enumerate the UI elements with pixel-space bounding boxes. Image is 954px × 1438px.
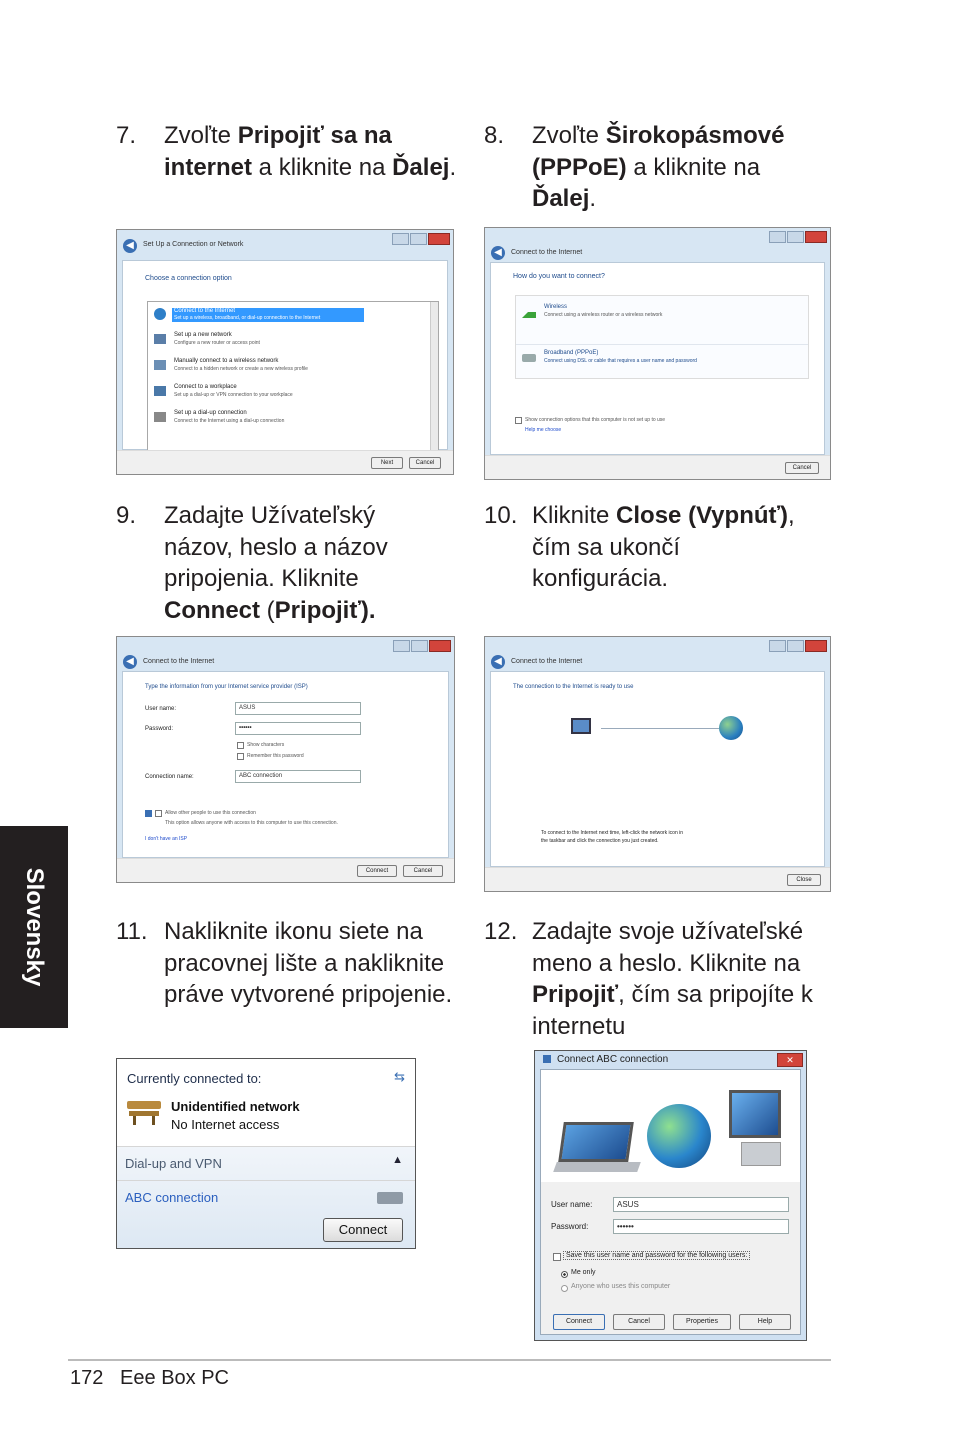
wireless-icon [154,360,166,370]
bench-network-icon [127,1099,161,1125]
properties-button[interactable]: Properties [673,1314,731,1330]
product-name: Eee Box PC [120,1367,229,1389]
back-arrow-icon[interactable]: ◀ [491,655,505,669]
option-broadband[interactable]: Broadband (PPPoE) Connect using DSL or cable that requires a user name and password [544,350,697,364]
close-icon[interactable]: ✕ [777,1053,803,1067]
option-manual-wireless[interactable]: Manually connect to a wireless network Connect to a hidden network or create a new wireless profile [174,358,308,372]
back-arrow-icon[interactable]: ◀ [491,246,505,260]
window-footer [485,455,830,479]
window-controls [769,640,827,652]
close-icon[interactable] [805,640,827,652]
save-credentials-label: Save this user name and password for the following users: [563,1251,750,1260]
dialog-heading: How do you want to connect? [513,273,605,280]
window-controls [392,233,450,245]
allow-others-label: Allow other people to use this connection [165,810,256,816]
dialog-heading: Choose a connection option [145,275,232,282]
step-number: 10. [484,502,518,529]
window-title: Connect to the Internet [511,658,583,665]
scrollbar[interactable] [430,302,438,450]
globe-icon [719,716,743,740]
step-number: 12. [484,918,518,945]
dialup-title-icon [543,1055,551,1063]
maximize-icon[interactable] [411,640,428,652]
close-icon[interactable] [805,231,827,243]
step-8 [484,120,824,220]
help-choose-link[interactable]: Help me choose [525,427,562,433]
username-label: User name: [145,706,177,712]
next-button[interactable]: Next [371,457,403,469]
show-characters-label: Show characters [247,742,285,748]
language-side-tab [0,826,68,1028]
options-list [147,301,439,451]
close-icon[interactable] [428,233,450,245]
username-label: User name: [551,1200,593,1209]
step-text: Nakliknite ikonu siete na pracovnej lište a nakliknite práve vytvorené pripojenie. [164,918,453,1008]
window-content [490,262,825,455]
option-connect-internet[interactable]: Connect to the Internet Set up a wireless, broadband, or dial-up connection to the Internet [172,308,364,322]
cancel-button[interactable]: Cancel [409,457,441,469]
connect-button[interactable]: Connect [323,1218,403,1242]
window-footer [117,450,453,474]
step-number: 9. [116,502,137,529]
window-title: Set Up a Connection or Network [143,241,244,248]
connection-item[interactable]: ABC connection [125,1190,219,1205]
connection-name-label: Connection name: [145,774,194,780]
password-input[interactable]: •••••• [235,722,361,735]
options-list [515,295,809,379]
no-isp-link[interactable]: I don't have an ISP [145,836,188,842]
note-line-2: the taskbar and click the connection you just created. [541,838,659,844]
cancel-button[interactable]: Cancel [785,462,819,474]
laptop-icon [558,1122,634,1162]
window-footer [485,867,830,891]
minimize-icon[interactable] [769,231,786,243]
maximize-icon[interactable] [787,640,804,652]
broadband-icon [522,354,536,362]
router-icon [154,334,166,344]
allow-others-desc: This option allows anyone with access to this computer to use this connection. [165,820,338,826]
password-input[interactable]: •••••• [613,1219,789,1234]
connect-abc-dialog [534,1050,807,1341]
username-input[interactable]: ASUS [613,1197,789,1212]
globe-icon [154,308,166,320]
dialup-icon [154,412,166,422]
show-options-label: Show connection options that this computer is not set up to use [525,417,666,423]
window-footer [117,858,454,882]
network-name: Unidentified network [171,1099,300,1114]
minimize-icon[interactable] [392,233,409,245]
close-icon[interactable] [429,640,451,652]
password-label: Password: [551,1222,589,1231]
step-number: 7. [116,122,137,149]
help-button[interactable]: Help [739,1314,791,1330]
setup-connection-window [116,229,454,475]
me-only-radio[interactable] [561,1271,568,1278]
monitor-icon [729,1090,781,1138]
step-10 [484,500,824,600]
dialog-heading: The connection to the Internet is ready to use [513,684,634,690]
dialog-title: Connect ABC connection [557,1054,669,1065]
globe-icon [647,1104,711,1168]
connection-artwork [541,1070,800,1182]
anyone-radio[interactable] [561,1285,568,1292]
connection-ready-window [484,636,831,892]
password-label: Password: [145,726,174,732]
connect-button[interactable]: Connect [553,1314,605,1330]
window-title: Connect to the Internet [143,658,215,665]
connect-internet-window [484,227,831,480]
option-wireless[interactable]: Wireless Connect using a wireless router or a wireless network [544,304,663,318]
anyone-label: Anyone who uses this computer [571,1283,671,1290]
step-text: Kliknite Close (Vypnúť), čím sa ukončí konfigurácia. [532,502,795,592]
maximize-icon[interactable] [410,233,427,245]
page-number: 172 [70,1367,104,1389]
step-text: Zvoľte Pripojiť sa na internet a kliknite na Ďalej. [164,122,457,181]
show-options-checkbox[interactable] [515,417,522,424]
refresh-icon[interactable]: ⇆ [394,1069,405,1084]
window-content [122,671,449,858]
window-content [122,260,448,450]
network-flyout [116,1058,416,1249]
isp-info-window [116,636,455,883]
save-credentials-checkbox[interactable] [553,1253,561,1261]
dialog-heading: Type the information from your Internet service provider (ISP) [145,684,308,690]
note-line-1: To connect to the Internet next time, left-click the network icon in [541,830,684,836]
cancel-button[interactable]: Cancel [403,865,443,877]
step-text: Zadajte svoje užívateľské meno a heslo. Kliknite na Pripojiť, čím sa pripojíte k internetu [532,918,813,1040]
step-11 [116,916,466,1046]
connection-name-input[interactable]: ABC connection [235,770,361,783]
computer-icon [571,718,591,734]
currently-connected-label: Currently connected to: [127,1071,262,1086]
step-9 [116,500,466,630]
minimize-icon[interactable] [769,640,786,652]
cancel-button[interactable]: Cancel [613,1314,665,1330]
dialup-vpn-section [117,1146,415,1248]
window-title: Connect to the Internet [511,249,583,256]
collapse-chevron-icon[interactable]: ▲ [392,1154,403,1166]
remember-password-label: Remember this password [247,753,304,759]
step-7 [116,120,466,220]
dialup-connection-icon [377,1192,403,1204]
window-controls [769,231,827,243]
window-controls [393,640,451,652]
step-12 [484,916,834,1046]
network-access: No Internet access [171,1117,280,1132]
footer-divider [68,1359,831,1361]
remember-password-checkbox[interactable] [237,753,244,760]
allow-others-checkbox[interactable] [155,810,162,817]
signal-icon [522,308,536,318]
step-number: 11. [116,918,148,945]
close-button[interactable]: Close [787,874,821,886]
step-number: 8. [484,122,505,149]
username-input[interactable]: ASUS [235,702,361,715]
me-only-label: Me only [571,1269,596,1276]
back-arrow-icon[interactable]: ◀ [123,655,137,669]
language-label: Slovensky [21,867,48,987]
workplace-icon [154,386,166,396]
page-footer [70,1367,229,1390]
window-content [490,671,825,867]
minimize-icon[interactable] [393,640,410,652]
option-dialup[interactable]: Set up a dial-up connection Connect to the Internet using a dial-up connection [174,410,285,424]
step-text: Zvoľte Širokopásmové (PPPoE) a kliknite na Ďalej. [532,122,785,212]
shield-icon [145,810,152,817]
show-characters-checkbox[interactable] [237,742,244,749]
option-new-network[interactable]: Set up a new network Configure a new router or access point [174,332,260,346]
connect-button[interactable]: Connect [357,865,397,877]
back-arrow-icon[interactable]: ◀ [123,239,137,253]
dialog-body [540,1069,801,1335]
maximize-icon[interactable] [787,231,804,243]
option-workplace[interactable]: Connect to a workplace Set up a dial-up or VPN connection to your workplace [174,384,293,398]
section-title: Dial-up and VPN [125,1156,222,1171]
connection-line [601,728,719,729]
step-text: Zadajte Užívateľský názov, heslo a názov pripojenia. Kliknite Connect (Pripojiť). [164,502,388,624]
